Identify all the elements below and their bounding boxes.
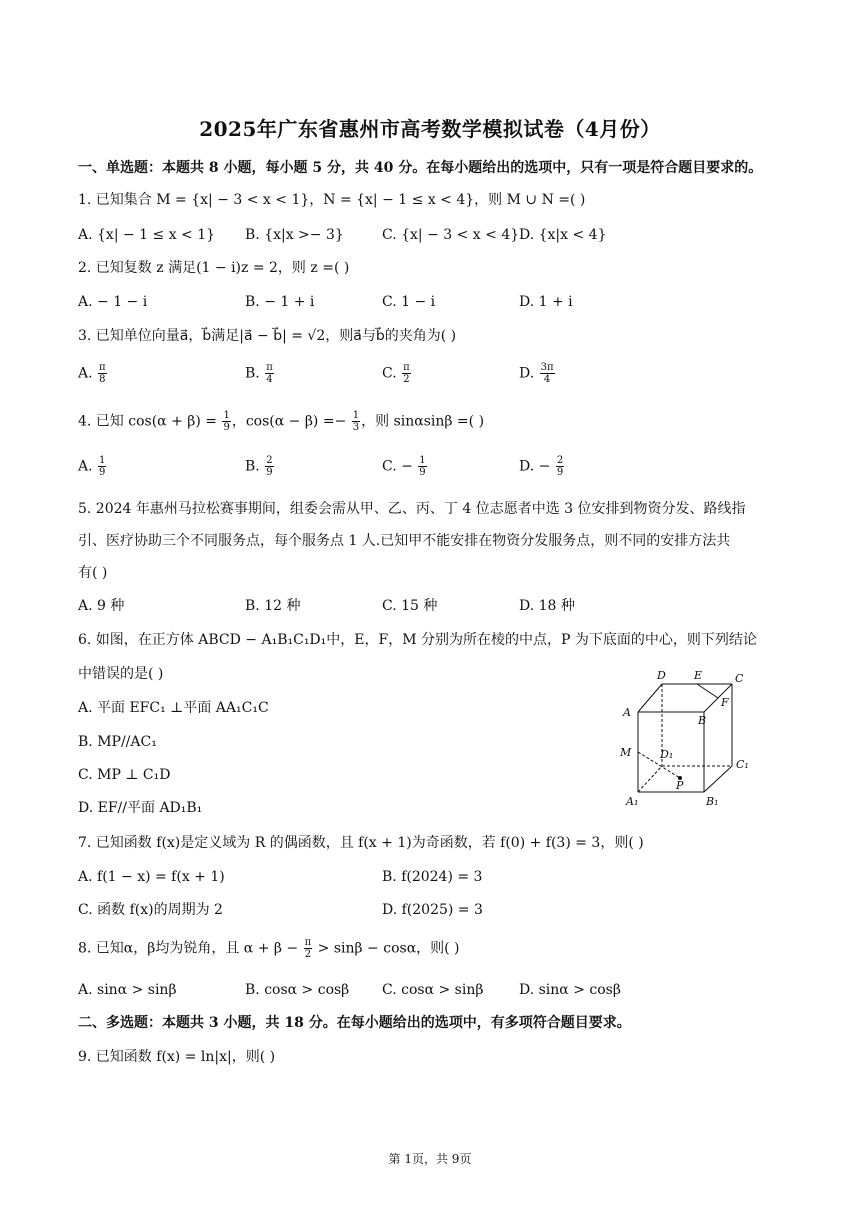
question-4-option-d [519, 455, 565, 478]
option-label: A. [78, 365, 98, 382]
question-8-option-b: B. cosα > cosβ [245, 982, 350, 998]
numerator: 2 [266, 455, 273, 466]
question-6-stem-line2: 中错误的是( ) [78, 666, 164, 682]
question-2-option-b: B. − 1 + i [245, 294, 315, 310]
question-8-option-d: D. sinα > cosβ [519, 982, 621, 998]
question-5-stem-line1: 5. 2024 年惠州马拉松赛事期间，组委会需从甲、乙、丙、丁 4 位志愿者中选 3 位安排到物资分发、路线指 [78, 501, 746, 517]
numerator: π [403, 362, 410, 373]
option-label: C. − [382, 458, 418, 475]
denominator: 9 [266, 467, 273, 478]
label-M: M [620, 746, 632, 759]
numerator: π [304, 937, 312, 948]
label-C: C [735, 672, 744, 685]
question-1-option-a: A. {x| − 1 ≤ x < 1} [78, 227, 216, 243]
label-E: E [694, 669, 703, 682]
fraction [402, 362, 411, 385]
question-1-option-c: C. {x| − 3 < x < 4} [382, 227, 520, 243]
label-D1: D₁ [660, 748, 674, 761]
question-2-option-d: D. 1 + i [519, 294, 573, 310]
question-3-option-b [245, 362, 275, 385]
question-4-option-a [78, 455, 107, 478]
option-label: B. [245, 365, 265, 382]
question-6-stem-line1: 6. 如图，在正方体 ABCD − A₁B₁C₁D₁中，E，F，M 分别为所在棱的中点，P 为下底面的中心，则下列结论 [78, 632, 757, 648]
option-label: B. [245, 458, 265, 475]
question-7-stem: 7. 已知函数 f(x)是定义域为 R 的偶函数，且 f(x + 1)为奇函数，若 f(0) + f(3) = 3，则( ) [78, 835, 644, 851]
question-1-stem: 1. 已知集合 M = {x| − 3 < x < 1}，N = {x| − 1 ≤ x < 4}，则 M ∪ N =( ) [78, 192, 586, 208]
edge-AD [638, 684, 662, 712]
fraction [540, 362, 555, 385]
numerator: π [266, 362, 273, 373]
question-2-stem: 2. 已知复数 z 满足(1 − i)z = 2，则 z =( ) [78, 260, 350, 276]
question-3-stem: 3. 已知单位向量a⃗，b⃗满足|a⃗ − b⃗| = √2，则a⃗与b⃗的夹角为( ) [78, 328, 457, 344]
option-label: A. [78, 458, 98, 475]
numerator: 1 [352, 410, 360, 421]
denominator: 3 [352, 422, 360, 433]
question-5-option-b: B. 12 种 [245, 598, 301, 614]
numerator: 2 [556, 455, 564, 466]
question-6-option-b: B. MP//AC₁ [78, 734, 157, 750]
question-7-option-b: B. f(2024) = 3 [382, 869, 483, 885]
question-6-option-c: C. MP ⊥ C₁D [78, 767, 171, 783]
question-7-option-d: D. f(2025) = 3 [382, 902, 483, 918]
question-2-option-a: A. − 1 − i [78, 294, 148, 310]
label-A1: A₁ [626, 795, 639, 808]
fraction [556, 455, 564, 478]
stem-part: ，cos(α − β) =− [231, 413, 351, 430]
question-4-option-c [382, 455, 428, 478]
question-4-stem [78, 410, 484, 433]
label-B: B [698, 714, 707, 727]
exam-title: 2025年广东省惠州市高考数学模拟试卷（4月份） [199, 117, 661, 141]
label-F: F [721, 696, 729, 709]
cube-diagram [618, 666, 758, 811]
segment-MP [638, 752, 680, 778]
fraction [265, 362, 274, 385]
question-6-option-d: D. EF//平面 AD₁B₁ [78, 800, 203, 816]
numerator: 1 [419, 455, 426, 466]
page-footer: 第 1页，共 9页 [388, 1152, 472, 1166]
question-8-stem [78, 937, 460, 960]
segment-EF [697, 684, 718, 698]
question-4-option-b [245, 455, 275, 478]
section-multi-choice-heading: 二、多选题：本题共 3 小题，共 18 分。在每小题给出的选项中，有多项符合题目要求。 [78, 1015, 631, 1031]
question-7-option-a: A. f(1 − x) = f(x + 1) [78, 869, 225, 885]
denominator: 9 [556, 467, 564, 478]
fraction [98, 455, 106, 478]
edge-B1C1 [704, 766, 732, 792]
denominator: 8 [99, 374, 106, 385]
label-A: A [623, 706, 631, 719]
question-8-option-a: A. sinα > sinβ [78, 982, 177, 998]
fraction [304, 937, 313, 960]
stem-part: 8. 已知α，β均为锐角，且 α + β − [78, 940, 303, 957]
question-3-option-d [519, 362, 556, 385]
question-5-stem-line2: 引、医疗协助三个不同服务点，每个服务点 1 人.已知甲不能安排在物资分发服务点，则不同的安排方法共 [78, 533, 731, 549]
label-C1: C₁ [736, 758, 749, 771]
denominator: 9 [223, 422, 230, 433]
question-3-option-a [78, 362, 108, 385]
question-5-option-c: C. 15 种 [382, 598, 438, 614]
stem-part: 4. 已知 cos(α + β) = [78, 413, 222, 430]
denominator: 2 [403, 374, 410, 385]
question-5-option-d: D. 18 种 [519, 598, 575, 614]
cube-figure [618, 666, 758, 811]
question-9-stem: 9. 已知函数 f(x) = ln|x|，则( ) [78, 1049, 276, 1065]
denominator: 9 [99, 467, 106, 478]
question-5-stem-line3: 有( ) [78, 565, 108, 581]
question-6-option-a: A. 平面 EFC₁ ⊥平面 AA₁C₁C [78, 700, 269, 716]
fraction [222, 410, 230, 433]
stem-part: ，则 sinαsinβ =( ) [361, 413, 485, 430]
fraction [98, 362, 107, 385]
option-label: C. [382, 365, 402, 382]
fraction [352, 410, 360, 433]
question-7-option-c: C. 函数 f(x)的周期为 2 [78, 902, 223, 918]
question-2-option-c: C. 1 − i [382, 294, 436, 310]
edge-A1D1-hidden [638, 766, 662, 792]
section-single-choice-heading: 一、单选题：本题共 8 小题，每小题 5 分，共 40 分。在每小题给出的选项中，只有一项是符合题目要求的。 [78, 160, 763, 176]
fraction [265, 455, 273, 478]
numerator: π [99, 362, 106, 373]
stem-part: > sinβ − cosα，则( ) [313, 940, 460, 957]
label-B1: B₁ [706, 795, 719, 808]
option-label: D. [519, 365, 539, 382]
label-D: D [657, 669, 666, 682]
question-1-option-b: B. {x|x >− 3} [245, 227, 344, 243]
question-8-option-c: C. cosα > sinβ [382, 982, 484, 998]
question-5-option-a: A. 9 种 [78, 598, 125, 614]
denominator: 2 [304, 949, 312, 960]
numerator: 3π [540, 362, 554, 373]
numerator: 1 [223, 410, 230, 421]
question-1-option-d: D. {x|x < 4} [519, 227, 607, 243]
numerator: 1 [99, 455, 106, 466]
denominator: 4 [543, 374, 551, 385]
label-P: P [676, 779, 684, 792]
fraction [418, 455, 426, 478]
question-3-option-c [382, 362, 412, 385]
option-label: D. − [519, 458, 555, 475]
denominator: 9 [419, 467, 426, 478]
denominator: 4 [266, 374, 273, 385]
